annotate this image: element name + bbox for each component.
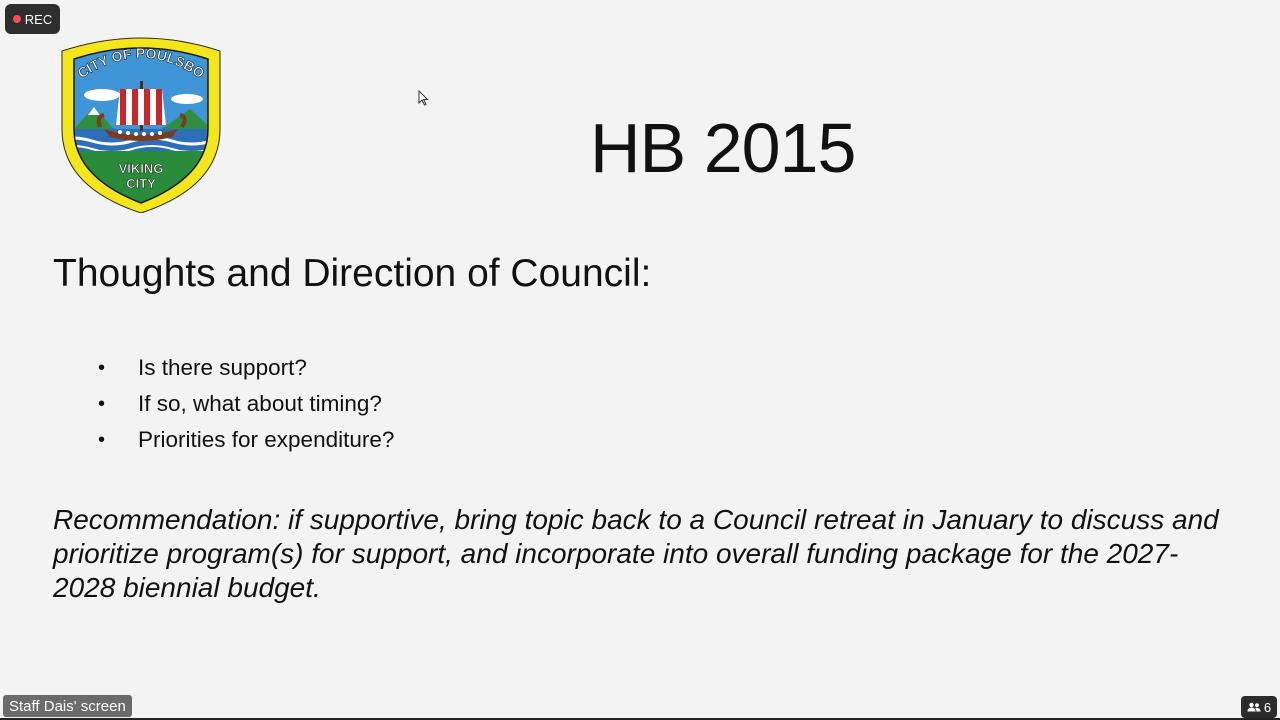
bullet-list xyxy=(98,350,394,458)
bullet-text: Is there support? xyxy=(138,355,307,380)
list-item xyxy=(98,386,394,422)
logo-top-text: CITY OF POULSBO xyxy=(74,44,208,82)
list-item xyxy=(98,422,394,458)
bullet-text: Priorities for expenditure? xyxy=(138,427,395,452)
city-of-poulsbo-logo xyxy=(52,37,230,213)
bullet-icon: • xyxy=(98,428,106,451)
logo-bottom-text-line2: CITY xyxy=(126,176,156,191)
list-item xyxy=(98,350,394,386)
logo-bottom-text-line1: VIKING xyxy=(118,161,164,176)
participant-count: 6 xyxy=(1263,699,1272,715)
participants-icon xyxy=(1247,702,1261,712)
bullet-icon: • xyxy=(98,392,106,415)
bullet-text: If so, what about timing? xyxy=(138,391,382,416)
bullet-icon: • xyxy=(98,356,106,379)
slide-title: HB 2015 xyxy=(590,109,856,187)
recording-dot-icon xyxy=(13,15,21,23)
recommendation-text: Recommendation: if supportive, bring topic back to a Council retreat in January to discuss and prioritize program(s) for support, and incorporate into overall funding package for the 2027-2028 biennial budget. xyxy=(53,504,1219,603)
recording-label: REC xyxy=(24,11,53,27)
screen-share-label: Staff Dais' screen xyxy=(3,695,132,717)
section-heading: Thoughts and Direction of Council: xyxy=(53,252,652,295)
participants-button[interactable] xyxy=(1241,696,1277,718)
recording-indicator xyxy=(5,4,60,34)
mouse-pointer-icon xyxy=(418,90,430,106)
